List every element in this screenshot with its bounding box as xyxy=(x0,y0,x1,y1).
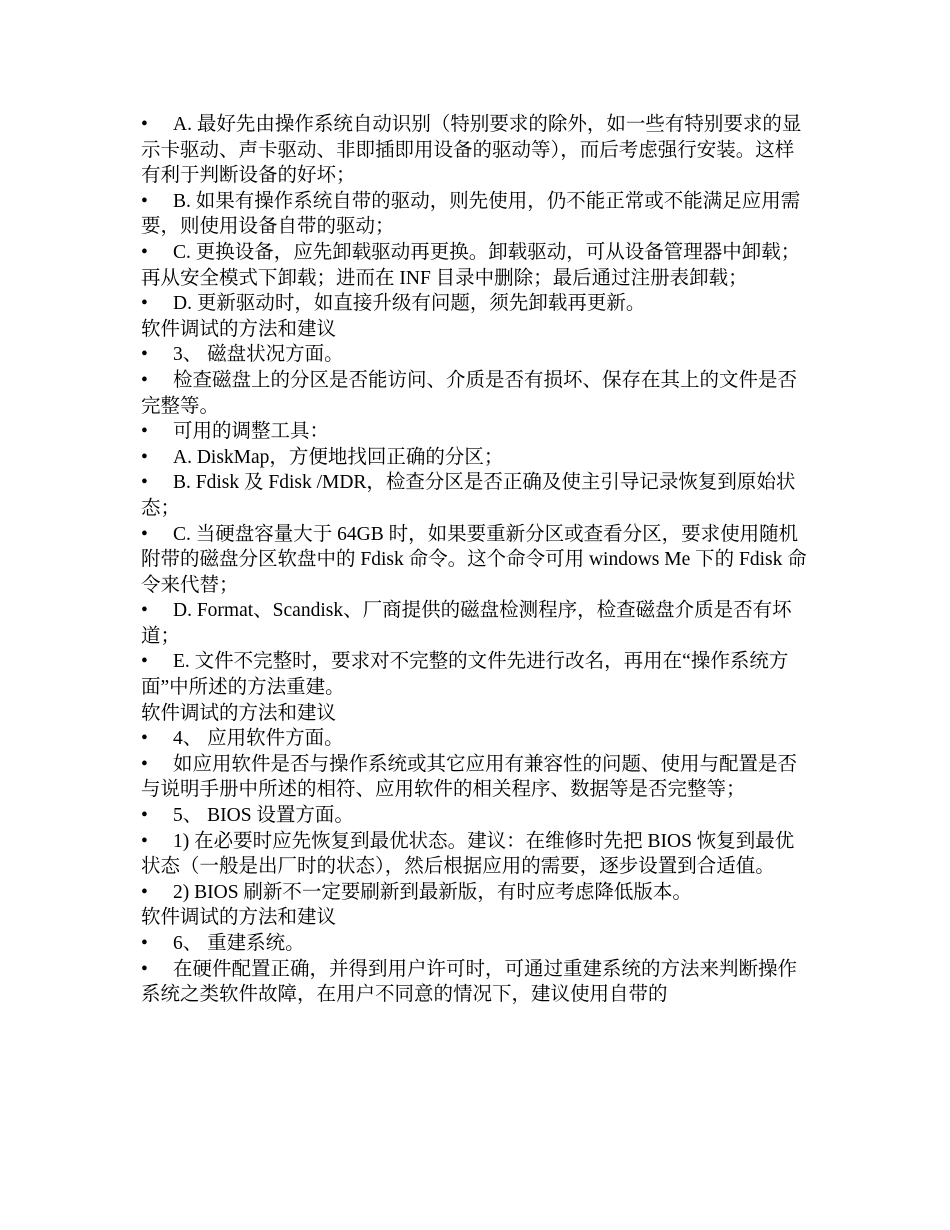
list-item-text: C. 更换设备，应先卸载驱动再更换。卸载驱动，可从设备管理器中卸载；再从安全模式下卸载；进而在 INF 目录中删除；最后通过注册表卸载； xyxy=(141,241,801,289)
list-item xyxy=(141,112,811,189)
list-item xyxy=(141,342,811,368)
list-item xyxy=(141,291,811,317)
list-item-text: 3、 磁盘状况方面。 xyxy=(173,344,344,366)
bullet-marker: • xyxy=(141,600,148,622)
list-item-text: E. 文件不完整时，要求对不完整的文件先进行改名，再用在“操作系统方面”中所述的方法重建。 xyxy=(141,651,789,699)
list-item-text: 6、 重建系统。 xyxy=(173,933,305,954)
list-item-text: D. 更新驱动时，如直接升级有问题，须先卸载再更新。 xyxy=(173,293,646,315)
list-item-text: A. DiskMap，方便地找回正确的分区； xyxy=(173,446,504,468)
list-item xyxy=(141,240,811,291)
list-item xyxy=(141,726,811,752)
bullet-marker: • xyxy=(141,728,148,750)
list-item-text: B. 如果有操作系统自带的驱动，则先使用，仍不能正常或不能满足应用需要，则使用设备自带的驱动； xyxy=(141,190,801,238)
bullet-marker: • xyxy=(141,369,148,391)
list-item-text: C. 当硬盘容量大于 64GB 时，如果要重新分区或查看分区，要求使用随机附带的磁盘分区软盘中的 Fdisk 命令。这个命令可用 windows Me 下的 Fdisk 命令来代替； xyxy=(141,523,807,596)
list-item-text: 2) BIOS 刷新不一定要刷新到最新版，有时应考虑降低版本。 xyxy=(173,881,692,903)
bullet-marker: • xyxy=(141,114,148,135)
list-item xyxy=(141,829,811,880)
bullet-marker: • xyxy=(141,881,148,903)
bullet-marker: • xyxy=(141,421,148,443)
bullet-marker: • xyxy=(141,523,148,545)
list-item xyxy=(141,419,811,445)
bullet-marker: • xyxy=(141,190,148,212)
bullet-marker: • xyxy=(141,472,148,494)
list-item xyxy=(141,752,811,803)
list-item xyxy=(141,803,811,829)
section-heading: 软件调试的方法和建议 xyxy=(141,702,337,724)
list-item-text: 如应用软件是否与操作系统或其它应用有兼容性的问题、使用与配置是否与说明手册中所述的相符、应用软件的相关程序、数据等是否完整等； xyxy=(141,753,798,801)
bullet-marker: • xyxy=(141,293,148,315)
list-item xyxy=(141,957,811,1008)
bullet-marker: • xyxy=(141,830,148,852)
bullet-marker: • xyxy=(141,344,148,366)
list-item-text: 可用的调整工具： xyxy=(173,421,330,443)
bullet-marker: • xyxy=(141,753,148,775)
list-item xyxy=(141,880,811,906)
list-item xyxy=(141,445,811,471)
list-item-text: 5、 BIOS 设置方面。 xyxy=(173,805,354,827)
section-heading: 软件调试的方法和建议 xyxy=(141,318,337,340)
section-heading: 软件调试的方法和建议 xyxy=(141,907,337,929)
list-item xyxy=(141,931,811,957)
list-item xyxy=(141,368,811,419)
bullet-marker: • xyxy=(141,958,148,980)
bullet-marker: • xyxy=(141,651,148,673)
bullet-marker: • xyxy=(141,241,148,263)
list-item xyxy=(141,522,811,599)
list-item-text: 在硬件配置正确，并得到用户许可时，可通过重建系统的方法来判断操作系统之类软件故障，在用户不同意的情况下，建议使用自带的 xyxy=(141,958,798,1006)
list-item-text: B. Fdisk 及 Fdisk /MDR，检查分区是否正确及使主引导记录恢复到原始状态； xyxy=(141,472,796,519)
bullet-marker: • xyxy=(141,446,148,468)
list-item-text: 4、 应用软件方面。 xyxy=(173,728,344,750)
bullet-marker: • xyxy=(141,805,148,827)
list-item xyxy=(141,649,811,700)
list-item-text: D. Format、Scandisk、厂商提供的磁盘检测程序，检查磁盘介质是否有坏道； xyxy=(141,600,792,647)
document-page xyxy=(141,112,811,1008)
list-item-text: 检查磁盘上的分区是否能访问、介质是否有损坏、保存在其上的文件是否完整等。 xyxy=(141,369,798,417)
list-item xyxy=(141,598,811,649)
list-item xyxy=(141,470,811,521)
list-item xyxy=(141,189,811,240)
list-item-text: A. 最好先由操作系统自动识别（特别要求的除外，如一些有特别要求的显示卡驱动、声卡驱动、非即插即用设备的驱动等），而后考虑强行安装。这样有利于判断设备的好坏； xyxy=(141,114,802,187)
list-item-text: 1) 在必要时应先恢复到最优状态。建议：在维修时先把 BIOS 恢复到最优状态（一般是出厂时的状态），然后根据应用的需要，逐步设置到合适值。 xyxy=(141,830,795,878)
bullet-marker: • xyxy=(141,933,148,954)
